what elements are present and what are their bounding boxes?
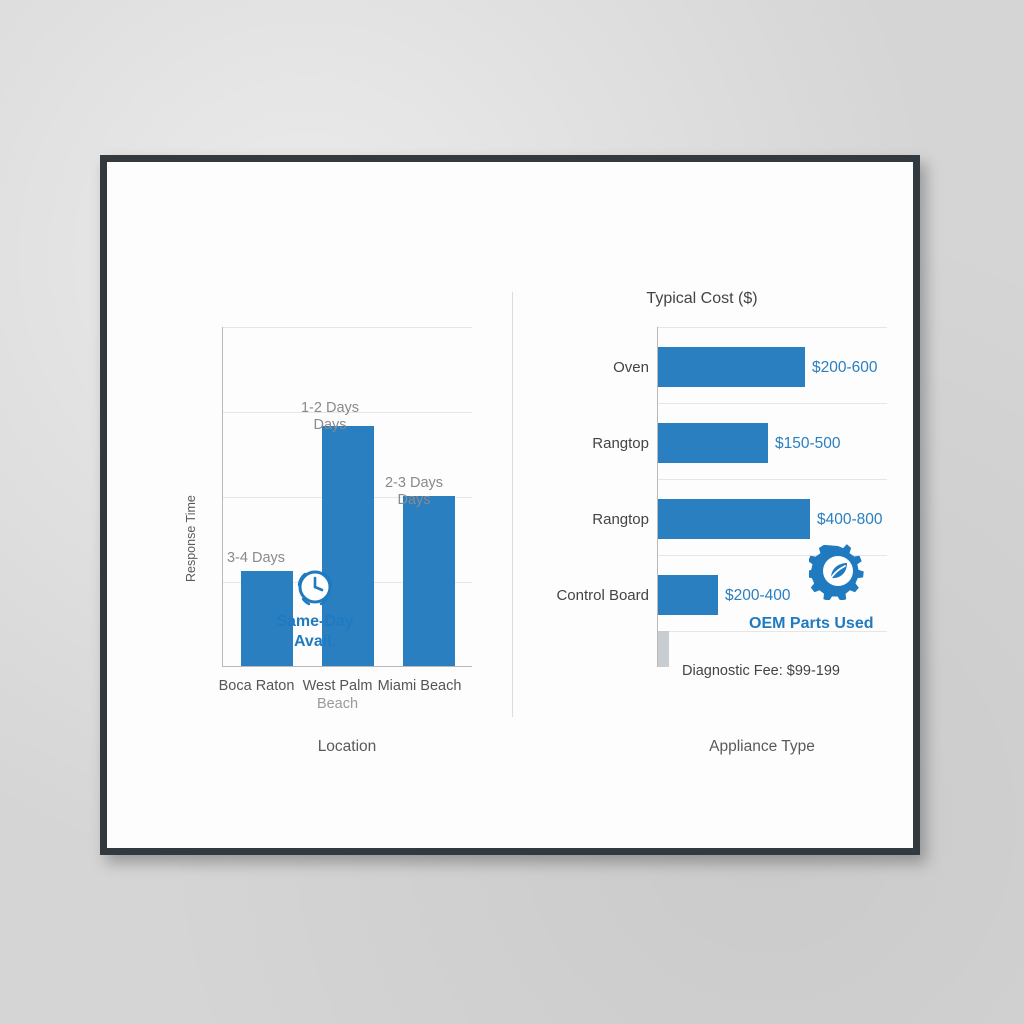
hbar-rangtop-1[interactable]: [658, 423, 768, 463]
right-chart-panel: [527, 282, 883, 755]
same-day-availability-badge: [250, 612, 380, 652]
left-chart-panel: [162, 282, 512, 755]
gridline: [658, 479, 887, 480]
gridline: [658, 327, 887, 328]
chart-canvas: [107, 162, 913, 848]
bar-value-text-2: Days: [397, 492, 431, 508]
panel-divider: [512, 292, 513, 717]
category-text-2: Beach: [316, 696, 359, 712]
bar-value-label-west-palm: [287, 400, 373, 434]
oem-parts-badge: OEM Parts Used: [749, 615, 874, 632]
hbar-value-rangtop-1: $150-500: [775, 435, 841, 452]
hbar-value-oven: $200-600: [812, 359, 878, 376]
diagnostic-fee-label: Diagnostic Fee: $99-199: [682, 663, 840, 679]
hbar-value-rangtop-2: $400-800: [817, 511, 883, 528]
category-label-miami-beach: [362, 677, 477, 695]
left-x-axis-title: Location: [317, 738, 377, 755]
hbar-value-control-board: $200-400: [725, 587, 791, 604]
bar-value-label-miami: [369, 475, 459, 509]
bar-value-label-boca: [214, 550, 298, 567]
bar-value-text: 3-4 Days: [226, 550, 286, 566]
right-x-axis-title: Appliance Type: [709, 738, 815, 755]
hbar-oven[interactable]: [658, 347, 805, 387]
bar-miami-beach[interactable]: [403, 496, 455, 666]
bar-value-text: 2-3 Days: [384, 475, 444, 491]
hcat-control-board: Control Board: [556, 587, 649, 604]
category-text: Boca Raton: [218, 678, 295, 694]
bar-value-text-2: Days: [313, 417, 347, 433]
right-chart-title: Typical Cost ($): [646, 290, 758, 307]
bar-value-text: 1-2 Days: [300, 400, 360, 416]
category-text: West Palm: [302, 678, 373, 694]
left-y-axis-title: Response Time: [184, 495, 198, 582]
category-text: Miami Beach: [377, 678, 462, 694]
badge-line-1: Same-Day: [276, 613, 354, 630]
hbar-rangtop-2[interactable]: [658, 499, 810, 539]
hbar-control-board[interactable]: [658, 575, 718, 615]
gridline: [658, 403, 887, 404]
diagnostic-fee-bar: [658, 631, 669, 667]
hcat-oven: Oven: [613, 359, 649, 376]
badge-line-2: Avail.: [293, 633, 337, 650]
hcat-rangtop-2: Rangtop: [592, 511, 649, 528]
framed-chart-poster: [100, 155, 920, 855]
clock-icon: [293, 565, 337, 609]
gridline: [223, 327, 472, 328]
hcat-rangtop-1: Rangtop: [592, 435, 649, 452]
gear-leaf-icon: [809, 542, 867, 600]
